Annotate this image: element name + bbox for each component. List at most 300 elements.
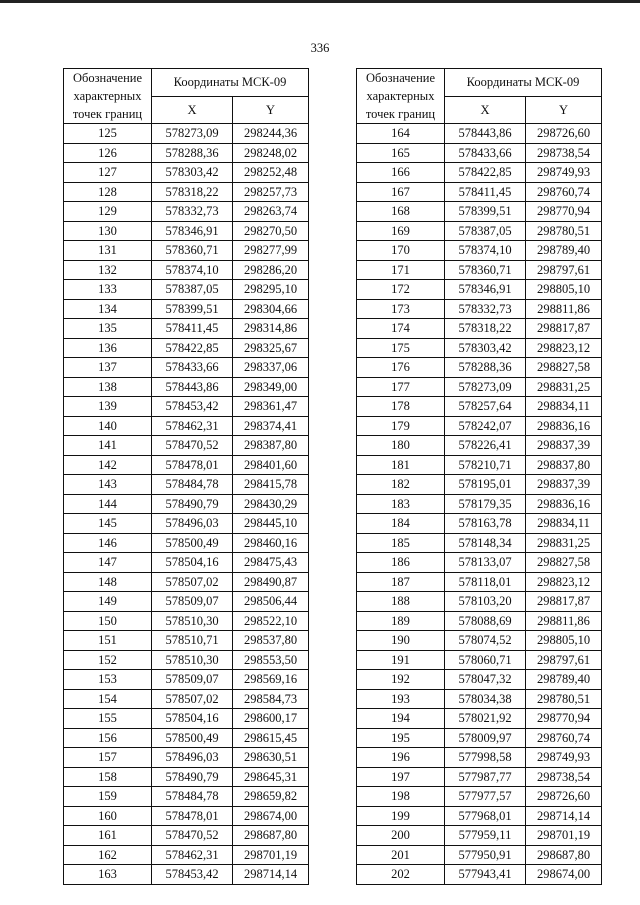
- x-coordinate-cell: 578510,30: [152, 611, 233, 631]
- y-coordinate-cell: 298834,11: [526, 397, 602, 417]
- point-number-cell: 170: [357, 241, 445, 261]
- point-number-cell: 129: [64, 202, 152, 222]
- y-coordinate-cell: 298361,47: [233, 397, 309, 417]
- y-coordinate-cell: 298257,73: [233, 182, 309, 202]
- y-coordinate-cell: 298349,00: [233, 377, 309, 397]
- x-coordinate-cell: 578387,05: [445, 221, 526, 241]
- table-row: [357, 260, 602, 280]
- table-row: [357, 202, 602, 222]
- x-coordinate-cell: 578496,03: [152, 514, 233, 534]
- y-coordinate-cell: 298674,00: [526, 865, 602, 885]
- point-number-cell: 187: [357, 572, 445, 592]
- table-row: [64, 358, 309, 378]
- table-row: [64, 806, 309, 826]
- table-row: [64, 202, 309, 222]
- y-coordinate-cell: 298645,31: [233, 767, 309, 787]
- table-row: [64, 709, 309, 729]
- table-body-left: [64, 124, 309, 885]
- x-coordinate-cell: 578490,79: [152, 767, 233, 787]
- y-coordinate-cell: 298738,54: [526, 143, 602, 163]
- table-row: [64, 163, 309, 183]
- x-coordinate-cell: 578422,85: [445, 163, 526, 183]
- point-number-cell: 140: [64, 416, 152, 436]
- point-number-cell: 160: [64, 806, 152, 826]
- table-row: [357, 299, 602, 319]
- point-number-cell: 157: [64, 748, 152, 768]
- point-number-cell: 137: [64, 358, 152, 378]
- table-row: [357, 611, 602, 631]
- x-coordinate-cell: 577959,11: [445, 826, 526, 846]
- x-coordinate-cell: 578411,45: [152, 319, 233, 339]
- table-row: [357, 338, 602, 358]
- table-row: [64, 689, 309, 709]
- x-coordinate-cell: 578346,91: [152, 221, 233, 241]
- point-number-cell: 180: [357, 436, 445, 456]
- top-rule: [0, 0, 640, 3]
- y-coordinate-cell: 298837,39: [526, 436, 602, 456]
- x-coordinate-cell: 578332,73: [152, 202, 233, 222]
- y-coordinate-cell: 298248,02: [233, 143, 309, 163]
- x-coordinate-cell: 578478,01: [152, 806, 233, 826]
- y-coordinate-cell: 298415,78: [233, 475, 309, 495]
- point-number-cell: 143: [64, 475, 152, 495]
- table-row: [357, 865, 602, 885]
- point-number-cell: 147: [64, 553, 152, 573]
- table-row: [64, 436, 309, 456]
- header-point-label: Обозначение характерных точек границ: [64, 69, 152, 124]
- x-coordinate-cell: 578060,71: [445, 650, 526, 670]
- table-row: [64, 650, 309, 670]
- x-coordinate-cell: 578303,42: [445, 338, 526, 358]
- y-coordinate-cell: 298584,73: [233, 689, 309, 709]
- y-coordinate-cell: 298817,87: [526, 592, 602, 612]
- x-coordinate-cell: 578500,49: [152, 533, 233, 553]
- y-coordinate-cell: 298252,48: [233, 163, 309, 183]
- y-coordinate-cell: 298615,45: [233, 728, 309, 748]
- table-row: [357, 143, 602, 163]
- point-number-cell: 172: [357, 280, 445, 300]
- table-row: [64, 787, 309, 807]
- table-body-right: [357, 124, 602, 885]
- table-row: [357, 455, 602, 475]
- x-coordinate-cell: 578422,85: [152, 338, 233, 358]
- x-coordinate-cell: 578288,36: [445, 358, 526, 378]
- table-row: [64, 416, 309, 436]
- table-row: [357, 358, 602, 378]
- table-row: [64, 494, 309, 514]
- table-row: [64, 455, 309, 475]
- point-number-cell: 168: [357, 202, 445, 222]
- point-number-cell: 146: [64, 533, 152, 553]
- point-number-cell: 139: [64, 397, 152, 417]
- page-number: 336: [310, 41, 330, 55]
- table-row: [357, 475, 602, 495]
- table-row: [357, 436, 602, 456]
- x-coordinate-cell: 578374,10: [445, 241, 526, 261]
- table-row: [64, 767, 309, 787]
- x-coordinate-cell: 578318,22: [152, 182, 233, 202]
- x-coordinate-cell: 578332,73: [445, 299, 526, 319]
- x-coordinate-cell: 578490,79: [152, 494, 233, 514]
- y-coordinate-cell: 298337,06: [233, 358, 309, 378]
- x-coordinate-cell: 577977,57: [445, 787, 526, 807]
- y-coordinate-cell: 298837,80: [526, 455, 602, 475]
- y-coordinate-cell: 298600,17: [233, 709, 309, 729]
- x-coordinate-cell: 578374,10: [152, 260, 233, 280]
- x-coordinate-cell: 578034,38: [445, 689, 526, 709]
- point-number-cell: 158: [64, 767, 152, 787]
- y-coordinate-cell: 298760,74: [526, 728, 602, 748]
- point-number-cell: 173: [357, 299, 445, 319]
- point-number-cell: 134: [64, 299, 152, 319]
- table-row: [357, 553, 602, 573]
- point-number-cell: 145: [64, 514, 152, 534]
- y-coordinate-cell: 298780,51: [526, 221, 602, 241]
- x-coordinate-cell: 578088,69: [445, 611, 526, 631]
- y-coordinate-cell: 298797,61: [526, 650, 602, 670]
- table-row: [357, 845, 602, 865]
- point-number-cell: 159: [64, 787, 152, 807]
- table-row: [64, 826, 309, 846]
- point-number-cell: 148: [64, 572, 152, 592]
- table-row: [64, 553, 309, 573]
- x-coordinate-cell: 578360,71: [152, 241, 233, 261]
- x-coordinate-cell: 578257,64: [445, 397, 526, 417]
- table-row: [64, 338, 309, 358]
- table-row: [64, 475, 309, 495]
- table-row: [357, 572, 602, 592]
- point-number-cell: 163: [64, 865, 152, 885]
- x-coordinate-cell: 578318,22: [445, 319, 526, 339]
- table-row: [357, 163, 602, 183]
- header-x: X: [445, 96, 526, 124]
- x-coordinate-cell: 578478,01: [152, 455, 233, 475]
- y-coordinate-cell: 298522,10: [233, 611, 309, 631]
- table-row: [357, 241, 602, 261]
- y-coordinate-cell: 298537,80: [233, 631, 309, 651]
- y-coordinate-cell: 298263,74: [233, 202, 309, 222]
- header-y: Y: [233, 96, 309, 124]
- y-coordinate-cell: 298714,14: [233, 865, 309, 885]
- x-coordinate-cell: 578210,71: [445, 455, 526, 475]
- table-row: [357, 182, 602, 202]
- y-coordinate-cell: 298749,93: [526, 748, 602, 768]
- point-number-cell: 151: [64, 631, 152, 651]
- y-coordinate-cell: 298817,87: [526, 319, 602, 339]
- point-number-cell: 136: [64, 338, 152, 358]
- x-coordinate-cell: 578346,91: [445, 280, 526, 300]
- table-row: [357, 221, 602, 241]
- y-coordinate-cell: 298314,86: [233, 319, 309, 339]
- table-row: [357, 397, 602, 417]
- point-number-cell: 126: [64, 143, 152, 163]
- x-coordinate-cell: 578443,86: [445, 124, 526, 144]
- point-number-cell: 185: [357, 533, 445, 553]
- y-coordinate-cell: 298687,80: [526, 845, 602, 865]
- table-row: [64, 377, 309, 397]
- point-number-cell: 179: [357, 416, 445, 436]
- table-row: [357, 280, 602, 300]
- x-coordinate-cell: 578462,31: [152, 416, 233, 436]
- y-coordinate-cell: 298304,66: [233, 299, 309, 319]
- x-coordinate-cell: 578453,42: [152, 397, 233, 417]
- x-coordinate-cell: 578462,31: [152, 845, 233, 865]
- y-coordinate-cell: 298770,94: [526, 202, 602, 222]
- point-number-cell: 198: [357, 787, 445, 807]
- table-row: [64, 748, 309, 768]
- y-coordinate-cell: 298687,80: [233, 826, 309, 846]
- y-coordinate-cell: 298726,60: [526, 124, 602, 144]
- point-number-cell: 149: [64, 592, 152, 612]
- point-number-cell: 201: [357, 845, 445, 865]
- point-number-cell: 152: [64, 650, 152, 670]
- table-row: [64, 221, 309, 241]
- table-row: [64, 397, 309, 417]
- header-coordinates: Координаты МСК-09: [152, 69, 309, 97]
- table-row: [64, 143, 309, 163]
- table-row: [357, 728, 602, 748]
- x-coordinate-cell: 578507,02: [152, 689, 233, 709]
- x-coordinate-cell: 578509,07: [152, 592, 233, 612]
- table-row: [64, 241, 309, 261]
- table-row: [357, 767, 602, 787]
- point-number-cell: 178: [357, 397, 445, 417]
- table-row: [64, 611, 309, 631]
- point-number-cell: 144: [64, 494, 152, 514]
- table-row: [64, 319, 309, 339]
- y-coordinate-cell: 298789,40: [526, 241, 602, 261]
- x-coordinate-cell: 577943,41: [445, 865, 526, 885]
- x-coordinate-cell: 578433,66: [445, 143, 526, 163]
- y-coordinate-cell: 298831,25: [526, 533, 602, 553]
- y-coordinate-cell: 298401,60: [233, 455, 309, 475]
- table-row: [64, 182, 309, 202]
- point-number-cell: 127: [64, 163, 152, 183]
- point-number-cell: 184: [357, 514, 445, 534]
- table-row: [357, 124, 602, 144]
- y-coordinate-cell: 298387,80: [233, 436, 309, 456]
- table-row: [357, 592, 602, 612]
- x-coordinate-cell: 578470,52: [152, 826, 233, 846]
- y-coordinate-cell: 298270,50: [233, 221, 309, 241]
- y-coordinate-cell: 298823,12: [526, 338, 602, 358]
- y-coordinate-cell: 298811,86: [526, 299, 602, 319]
- y-coordinate-cell: 298831,25: [526, 377, 602, 397]
- point-number-cell: 132: [64, 260, 152, 280]
- table-row: [357, 689, 602, 709]
- point-number-cell: 182: [357, 475, 445, 495]
- x-coordinate-cell: 578133,07: [445, 553, 526, 573]
- y-coordinate-cell: 298506,44: [233, 592, 309, 612]
- header-y: Y: [526, 96, 602, 124]
- y-coordinate-cell: 298805,10: [526, 631, 602, 651]
- x-coordinate-cell: 578047,32: [445, 670, 526, 690]
- y-coordinate-cell: 298295,10: [233, 280, 309, 300]
- x-coordinate-cell: 578496,03: [152, 748, 233, 768]
- y-coordinate-cell: 298460,16: [233, 533, 309, 553]
- x-coordinate-cell: 578009,97: [445, 728, 526, 748]
- y-coordinate-cell: 298714,14: [526, 806, 602, 826]
- point-number-cell: 128: [64, 182, 152, 202]
- point-number-cell: 131: [64, 241, 152, 261]
- y-coordinate-cell: 298701,19: [233, 845, 309, 865]
- point-number-cell: 162: [64, 845, 152, 865]
- point-number-cell: 164: [357, 124, 445, 144]
- point-number-cell: 133: [64, 280, 152, 300]
- table-row: [357, 650, 602, 670]
- y-coordinate-cell: 298760,74: [526, 182, 602, 202]
- coordinates-table-right: [356, 68, 602, 885]
- table-row: [64, 299, 309, 319]
- table-row: [64, 845, 309, 865]
- x-coordinate-cell: 578273,09: [152, 124, 233, 144]
- y-coordinate-cell: 298659,82: [233, 787, 309, 807]
- table-row: [64, 592, 309, 612]
- point-number-cell: 183: [357, 494, 445, 514]
- table-row: [357, 826, 602, 846]
- table-row: [64, 572, 309, 592]
- y-coordinate-cell: 298674,00: [233, 806, 309, 826]
- x-coordinate-cell: 578242,07: [445, 416, 526, 436]
- point-number-cell: 161: [64, 826, 152, 846]
- point-number-cell: 190: [357, 631, 445, 651]
- y-coordinate-cell: 298827,58: [526, 553, 602, 573]
- x-coordinate-cell: 578148,34: [445, 533, 526, 553]
- x-coordinate-cell: 578509,07: [152, 670, 233, 690]
- point-number-cell: 200: [357, 826, 445, 846]
- x-coordinate-cell: 578504,16: [152, 709, 233, 729]
- y-coordinate-cell: 298836,16: [526, 416, 602, 436]
- table-row: [357, 319, 602, 339]
- point-number-cell: 202: [357, 865, 445, 885]
- x-coordinate-cell: 578484,78: [152, 787, 233, 807]
- point-number-cell: 174: [357, 319, 445, 339]
- y-coordinate-cell: 298811,86: [526, 611, 602, 631]
- point-number-cell: 175: [357, 338, 445, 358]
- point-number-cell: 193: [357, 689, 445, 709]
- x-coordinate-cell: 578179,35: [445, 494, 526, 514]
- y-coordinate-cell: 298827,58: [526, 358, 602, 378]
- y-coordinate-cell: 298630,51: [233, 748, 309, 768]
- point-number-cell: 169: [357, 221, 445, 241]
- x-coordinate-cell: 577987,77: [445, 767, 526, 787]
- table-row: [64, 670, 309, 690]
- x-coordinate-cell: 578510,71: [152, 631, 233, 651]
- table-row: [357, 533, 602, 553]
- y-coordinate-cell: 298834,11: [526, 514, 602, 534]
- point-number-cell: 138: [64, 377, 152, 397]
- y-coordinate-cell: 298738,54: [526, 767, 602, 787]
- point-number-cell: 156: [64, 728, 152, 748]
- point-number-cell: 197: [357, 767, 445, 787]
- y-coordinate-cell: 298475,43: [233, 553, 309, 573]
- x-coordinate-cell: 577950,91: [445, 845, 526, 865]
- x-coordinate-cell: 578387,05: [152, 280, 233, 300]
- point-number-cell: 135: [64, 319, 152, 339]
- x-coordinate-cell: 578303,42: [152, 163, 233, 183]
- x-coordinate-cell: 578433,66: [152, 358, 233, 378]
- coordinates-table-left: [63, 68, 309, 885]
- x-coordinate-cell: 578484,78: [152, 475, 233, 495]
- y-coordinate-cell: 298797,61: [526, 260, 602, 280]
- y-coordinate-cell: 298569,16: [233, 670, 309, 690]
- point-number-cell: 192: [357, 670, 445, 690]
- table-row: [64, 865, 309, 885]
- point-number-cell: 165: [357, 143, 445, 163]
- point-number-cell: 155: [64, 709, 152, 729]
- x-coordinate-cell: 578103,20: [445, 592, 526, 612]
- point-number-cell: 188: [357, 592, 445, 612]
- x-coordinate-cell: 578411,45: [445, 182, 526, 202]
- x-coordinate-cell: 578273,09: [445, 377, 526, 397]
- point-number-cell: 141: [64, 436, 152, 456]
- point-number-cell: 153: [64, 670, 152, 690]
- point-number-cell: 130: [64, 221, 152, 241]
- y-coordinate-cell: 298780,51: [526, 689, 602, 709]
- y-coordinate-cell: 298805,10: [526, 280, 602, 300]
- y-coordinate-cell: 298553,50: [233, 650, 309, 670]
- y-coordinate-cell: 298749,93: [526, 163, 602, 183]
- y-coordinate-cell: 298770,94: [526, 709, 602, 729]
- point-number-cell: 199: [357, 806, 445, 826]
- table-row: [357, 806, 602, 826]
- y-coordinate-cell: 298726,60: [526, 787, 602, 807]
- y-coordinate-cell: 298836,16: [526, 494, 602, 514]
- header-coordinates: Координаты МСК-09: [445, 69, 602, 97]
- table-row: [357, 416, 602, 436]
- table-row: [64, 514, 309, 534]
- x-coordinate-cell: 577998,58: [445, 748, 526, 768]
- table-row: [357, 377, 602, 397]
- point-number-cell: 166: [357, 163, 445, 183]
- x-coordinate-cell: 578195,01: [445, 475, 526, 495]
- point-number-cell: 177: [357, 377, 445, 397]
- x-coordinate-cell: 578118,01: [445, 572, 526, 592]
- point-number-cell: 189: [357, 611, 445, 631]
- y-coordinate-cell: 298445,10: [233, 514, 309, 534]
- y-coordinate-cell: 298490,87: [233, 572, 309, 592]
- table-row: [357, 631, 602, 651]
- table-row: [357, 670, 602, 690]
- y-coordinate-cell: 298430,29: [233, 494, 309, 514]
- table-row: [64, 728, 309, 748]
- point-number-cell: 142: [64, 455, 152, 475]
- y-coordinate-cell: 298701,19: [526, 826, 602, 846]
- table-row: [64, 124, 309, 144]
- x-coordinate-cell: 578021,92: [445, 709, 526, 729]
- y-coordinate-cell: 298837,39: [526, 475, 602, 495]
- point-number-cell: 181: [357, 455, 445, 475]
- x-coordinate-cell: 578453,42: [152, 865, 233, 885]
- x-coordinate-cell: 578360,71: [445, 260, 526, 280]
- table-row: [357, 494, 602, 514]
- y-coordinate-cell: 298277,99: [233, 241, 309, 261]
- x-coordinate-cell: 578507,02: [152, 572, 233, 592]
- y-coordinate-cell: 298286,20: [233, 260, 309, 280]
- y-coordinate-cell: 298244,36: [233, 124, 309, 144]
- x-coordinate-cell: 578500,49: [152, 728, 233, 748]
- point-number-cell: 186: [357, 553, 445, 573]
- table-row: [357, 787, 602, 807]
- x-coordinate-cell: 578470,52: [152, 436, 233, 456]
- x-coordinate-cell: 578399,51: [445, 202, 526, 222]
- point-number-cell: 154: [64, 689, 152, 709]
- table-row: [64, 533, 309, 553]
- point-number-cell: 125: [64, 124, 152, 144]
- x-coordinate-cell: 578443,86: [152, 377, 233, 397]
- x-coordinate-cell: 578288,36: [152, 143, 233, 163]
- table-row: [357, 748, 602, 768]
